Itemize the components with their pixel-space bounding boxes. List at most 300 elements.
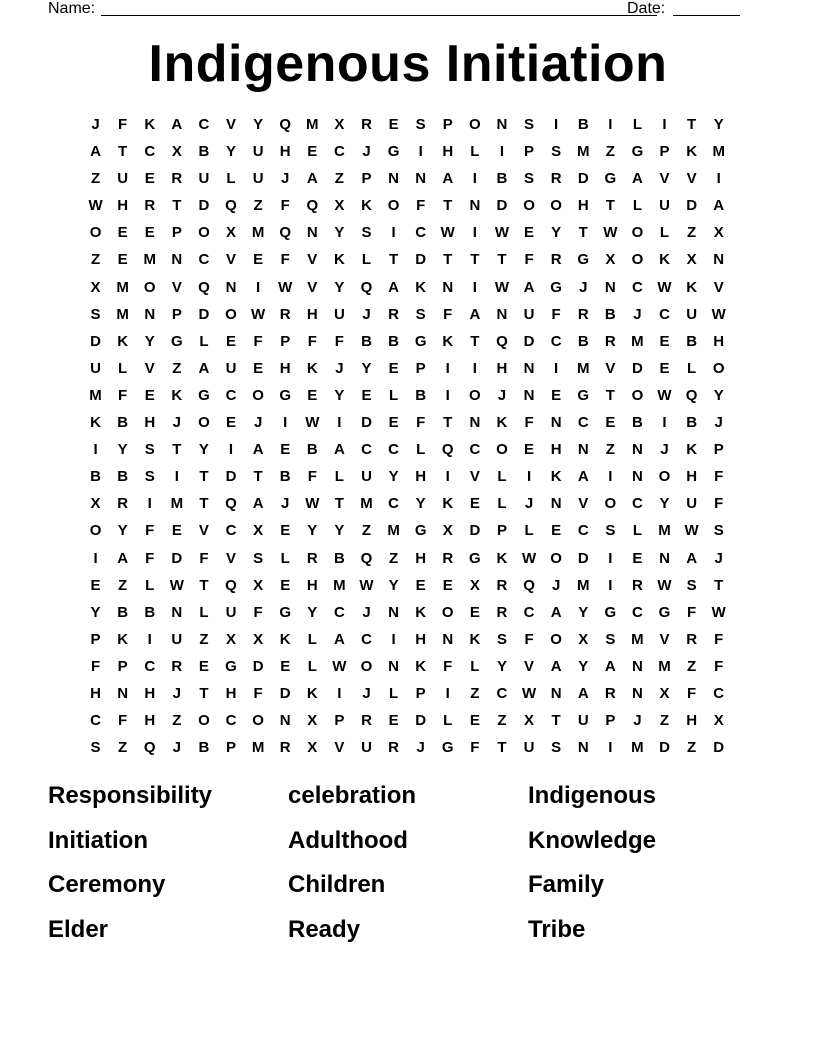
grid-cell[interactable]: S	[90, 739, 101, 757]
grid-cell[interactable]: X	[226, 224, 237, 242]
grid-cell[interactable]: E	[388, 712, 399, 730]
grid-cell[interactable]: R	[361, 712, 372, 730]
grid-cell[interactable]: B	[388, 332, 399, 350]
grid-cell[interactable]: S	[713, 522, 724, 540]
grid-cell[interactable]: Z	[361, 522, 372, 540]
grid-cell[interactable]: E	[144, 170, 155, 188]
grid-cell[interactable]: H	[577, 197, 589, 215]
grid-cell[interactable]: A	[198, 359, 210, 377]
grid-cell[interactable]: H	[442, 143, 454, 161]
grid-cell[interactable]: Y	[713, 386, 724, 404]
grid-cell[interactable]: L	[470, 657, 480, 675]
grid-cell[interactable]: N	[577, 441, 589, 459]
grid-cell[interactable]: N	[659, 549, 670, 567]
grid-cell[interactable]: I	[472, 278, 477, 296]
grid-cell[interactable]: S	[415, 116, 426, 133]
grid-cell[interactable]: O	[523, 197, 535, 215]
grid-cell[interactable]: U	[523, 305, 535, 323]
grid-cell[interactable]: X	[713, 224, 724, 242]
grid-cell[interactable]: I	[608, 576, 613, 594]
grid-cell[interactable]: J	[660, 441, 669, 459]
grid-cell[interactable]: T	[199, 684, 209, 702]
grid-cell[interactable]: U	[117, 170, 129, 188]
grid-cell[interactable]: U	[252, 170, 264, 188]
grid-cell[interactable]: E	[388, 414, 399, 432]
grid-cell[interactable]: O	[198, 414, 210, 432]
grid-cell[interactable]: N	[306, 224, 318, 242]
grid-cell[interactable]: M	[576, 576, 590, 594]
grid-cell[interactable]: I	[147, 495, 152, 513]
grid-cell[interactable]: E	[524, 441, 535, 459]
grid-cell[interactable]: E	[226, 414, 237, 432]
grid-cell[interactable]: C	[496, 684, 508, 702]
grid-cell[interactable]: L	[226, 170, 236, 188]
grid-cell[interactable]: G	[414, 332, 427, 350]
grid-cell[interactable]: Y	[388, 468, 399, 486]
grid-cell[interactable]: A	[632, 170, 643, 188]
grid-cell[interactable]: W	[440, 224, 455, 242]
grid-cell[interactable]: W	[305, 414, 320, 432]
grid-cell[interactable]: D	[90, 332, 101, 350]
grid-cell[interactable]: L	[659, 224, 670, 242]
grid-cell[interactable]: R	[171, 657, 183, 675]
grid-cell[interactable]: R	[686, 630, 698, 648]
grid-cell[interactable]: A	[388, 278, 399, 296]
grid-cell[interactable]: F	[443, 657, 453, 675]
grid-cell[interactable]: Q	[143, 739, 156, 757]
grid-cell[interactable]: M	[576, 359, 590, 377]
grid-cell[interactable]: B	[117, 603, 129, 621]
grid-cell[interactable]: W	[305, 495, 320, 513]
grid-cell[interactable]: D	[361, 414, 372, 432]
grid-cell[interactable]: A	[577, 468, 589, 486]
grid-cell[interactable]: D	[415, 251, 427, 269]
grid-cell[interactable]: X	[578, 630, 589, 648]
grid-cell[interactable]: E	[253, 359, 264, 377]
grid-cell[interactable]: S	[524, 170, 535, 188]
grid-cell[interactable]: J	[91, 116, 100, 133]
grid-cell[interactable]: N	[496, 116, 508, 133]
grid-cell[interactable]: U	[659, 197, 670, 215]
grid-cell[interactable]: O	[252, 712, 264, 730]
grid-cell[interactable]: J	[253, 414, 263, 432]
grid-cell[interactable]: U	[361, 739, 372, 757]
grid-cell[interactable]: S	[144, 441, 155, 459]
grid-cell[interactable]: X	[90, 495, 101, 513]
grid-cell[interactable]: O	[712, 359, 725, 377]
grid-cell[interactable]: M	[251, 224, 265, 242]
grid-cell[interactable]: T	[551, 712, 561, 730]
grid-cell[interactable]: E	[117, 224, 128, 242]
grid-cell[interactable]: K	[117, 332, 129, 350]
grid-cell[interactable]: A	[90, 143, 101, 161]
grid-cell[interactable]: X	[226, 630, 237, 648]
grid-cell[interactable]: A	[550, 603, 562, 621]
grid-cell[interactable]: V	[605, 359, 616, 377]
grid-cell[interactable]: M	[143, 251, 156, 269]
grid-cell[interactable]: H	[713, 332, 725, 350]
grid-cell[interactable]: Q	[496, 332, 508, 350]
grid-cell[interactable]: C	[713, 684, 725, 702]
grid-cell[interactable]: O	[604, 495, 617, 513]
grid-cell[interactable]: D	[686, 197, 698, 215]
date-field-line[interactable]	[673, 15, 740, 16]
grid-cell[interactable]: S	[605, 522, 616, 540]
grid-cell[interactable]: O	[89, 224, 102, 242]
grid-cell[interactable]: N	[632, 684, 643, 702]
grid-cell[interactable]: X	[171, 143, 182, 161]
grid-cell[interactable]: W	[169, 576, 184, 594]
grid-cell[interactable]: E	[144, 386, 155, 404]
grid-cell[interactable]: N	[632, 468, 643, 486]
grid-cell[interactable]: E	[632, 549, 643, 567]
grid-cell[interactable]: U	[198, 170, 210, 188]
grid-cell[interactable]: K	[306, 684, 318, 702]
grid-cell[interactable]: V	[334, 739, 345, 757]
grid-cell[interactable]: F	[145, 549, 155, 567]
grid-cell[interactable]: O	[496, 441, 508, 459]
grid-cell[interactable]: C	[550, 332, 562, 350]
grid-cell[interactable]: L	[145, 576, 155, 594]
grid-cell[interactable]: K	[469, 630, 481, 648]
grid-cell[interactable]: Q	[441, 441, 454, 459]
grid-cell[interactable]: I	[608, 739, 613, 757]
grid-cell[interactable]: Y	[117, 441, 128, 459]
grid-cell[interactable]: Z	[687, 739, 697, 757]
grid-cell[interactable]: W	[657, 386, 672, 404]
grid-cell[interactable]: L	[334, 468, 344, 486]
grid-cell[interactable]: N	[415, 170, 427, 188]
grid-cell[interactable]: G	[225, 657, 237, 675]
grid-cell[interactable]: T	[334, 495, 344, 513]
grid-cell[interactable]: P	[496, 522, 507, 540]
grid-cell[interactable]: J	[362, 143, 371, 161]
grid-cell[interactable]: C	[523, 603, 535, 621]
grid-cell[interactable]: E	[388, 359, 399, 377]
grid-cell[interactable]: N	[225, 278, 237, 296]
grid-cell[interactable]: O	[631, 224, 644, 242]
grid-cell[interactable]: I	[608, 116, 613, 133]
grid-cell[interactable]: Q	[225, 576, 237, 594]
grid-cell[interactable]: E	[307, 386, 318, 404]
grid-cell[interactable]: H	[550, 441, 562, 459]
grid-cell[interactable]: S	[415, 305, 426, 323]
grid-cell[interactable]: R	[550, 251, 562, 269]
grid-cell[interactable]: F	[416, 414, 426, 432]
grid-cell[interactable]: E	[442, 576, 453, 594]
grid-cell[interactable]: N	[632, 657, 643, 675]
grid-cell[interactable]: Z	[497, 712, 507, 730]
grid-cell[interactable]: W	[657, 576, 672, 594]
grid-cell[interactable]: Z	[199, 630, 209, 648]
grid-cell[interactable]: F	[118, 386, 128, 404]
grid-cell[interactable]: X	[442, 522, 453, 540]
grid-cell[interactable]: Y	[496, 657, 507, 675]
grid-cell[interactable]: K	[686, 278, 698, 296]
grid-cell[interactable]: C	[333, 143, 345, 161]
grid-cell[interactable]: R	[496, 603, 508, 621]
grid-cell[interactable]: F	[90, 657, 101, 675]
grid-cell[interactable]: D	[415, 712, 427, 730]
grid-cell[interactable]: L	[388, 684, 399, 702]
grid-cell[interactable]: A	[442, 170, 454, 188]
grid-cell[interactable]: W	[521, 684, 537, 702]
grid-cell[interactable]: F	[714, 468, 724, 486]
grid-cell[interactable]: P	[415, 359, 426, 377]
grid-cell[interactable]: L	[497, 468, 507, 486]
grid-cell[interactable]: H	[415, 549, 427, 567]
grid-cell[interactable]: T	[199, 495, 209, 513]
grid-cell[interactable]: J	[335, 359, 344, 377]
grid-cell[interactable]: T	[199, 576, 209, 594]
grid-cell[interactable]: E	[307, 143, 318, 161]
grid-cell[interactable]: E	[253, 251, 264, 269]
grid-cell[interactable]: K	[686, 143, 698, 161]
grid-cell[interactable]: Q	[306, 197, 319, 215]
grid-cell[interactable]: N	[442, 630, 454, 648]
grid-cell[interactable]: F	[416, 197, 426, 215]
grid-cell[interactable]: E	[469, 495, 480, 513]
grid-cell[interactable]: X	[253, 576, 264, 594]
grid-cell[interactable]: X	[469, 576, 480, 594]
grid-cell[interactable]: S	[361, 224, 372, 242]
grid-cell[interactable]: O	[198, 224, 210, 242]
grid-cell[interactable]: D	[632, 359, 643, 377]
grid-cell[interactable]: B	[306, 441, 318, 459]
grid-cell[interactable]: T	[497, 251, 507, 269]
grid-cell[interactable]: G	[604, 603, 617, 621]
grid-cell[interactable]: B	[333, 549, 345, 567]
grid-cell[interactable]: I	[391, 224, 396, 242]
grid-cell[interactable]: T	[443, 414, 453, 432]
grid-cell[interactable]: L	[443, 712, 453, 730]
grid-cell[interactable]: N	[550, 414, 562, 432]
grid-cell[interactable]: C	[225, 712, 237, 730]
grid-cell[interactable]: H	[306, 305, 318, 323]
grid-cell[interactable]: V	[686, 170, 697, 188]
grid-cell[interactable]: B	[198, 739, 210, 757]
grid-cell[interactable]: K	[333, 251, 345, 269]
grid-cell[interactable]: E	[659, 359, 670, 377]
grid-cell[interactable]: H	[90, 684, 101, 702]
grid-cell[interactable]: E	[551, 522, 562, 540]
grid-cell[interactable]: B	[577, 116, 589, 133]
grid-cell[interactable]: Z	[605, 143, 615, 161]
grid-cell[interactable]: Z	[334, 170, 344, 188]
grid-cell[interactable]: Q	[225, 197, 237, 215]
grid-cell[interactable]: N	[279, 712, 291, 730]
grid-cell[interactable]: R	[361, 116, 372, 133]
grid-cell[interactable]: I	[662, 414, 667, 432]
grid-cell[interactable]: N	[577, 739, 589, 757]
grid-cell[interactable]: L	[388, 386, 399, 404]
grid-cell[interactable]: R	[388, 739, 399, 757]
grid-cell[interactable]: A	[252, 441, 264, 459]
grid-cell[interactable]: P	[334, 712, 345, 730]
grid-cell[interactable]: W	[494, 278, 510, 296]
grid-cell[interactable]: B	[198, 143, 210, 161]
grid-cell[interactable]: P	[280, 332, 291, 350]
grid-cell[interactable]: Y	[117, 522, 128, 540]
grid-cell[interactable]: W	[657, 278, 672, 296]
grid-cell[interactable]: M	[170, 495, 184, 513]
grid-cell[interactable]: N	[171, 603, 183, 621]
grid-cell[interactable]: X	[713, 712, 724, 730]
grid-cell[interactable]: F	[253, 684, 263, 702]
grid-cell[interactable]: R	[279, 739, 291, 757]
grid-cell[interactable]: K	[90, 414, 101, 432]
grid-cell[interactable]: E	[144, 224, 155, 242]
grid-cell[interactable]: G	[279, 603, 292, 621]
grid-cell[interactable]: S	[686, 576, 697, 594]
grid-cell[interactable]: O	[225, 305, 237, 323]
grid-cell[interactable]: H	[415, 468, 427, 486]
grid-cell[interactable]: X	[307, 712, 318, 730]
grid-cell[interactable]: G	[469, 549, 481, 567]
grid-cell[interactable]: M	[116, 305, 129, 323]
grid-cell[interactable]: X	[334, 197, 345, 215]
grid-cell[interactable]: Z	[90, 251, 101, 269]
grid-cell[interactable]: J	[633, 305, 642, 323]
grid-cell[interactable]: W	[521, 549, 537, 567]
grid-cell[interactable]: C	[198, 251, 210, 269]
grid-cell[interactable]: H	[686, 468, 698, 486]
grid-cell[interactable]: Z	[605, 441, 615, 459]
grid-cell[interactable]: G	[631, 143, 644, 161]
grid-cell[interactable]: I	[445, 684, 450, 702]
grid-cell[interactable]: C	[333, 603, 345, 621]
grid-cell[interactable]: E	[469, 603, 480, 621]
grid-cell[interactable]: F	[443, 305, 453, 323]
grid-cell[interactable]: U	[577, 712, 589, 730]
grid-cell[interactable]: Z	[659, 712, 670, 730]
grid-cell[interactable]: K	[171, 386, 183, 404]
grid-cell[interactable]: F	[334, 332, 344, 350]
grid-cell[interactable]: U	[171, 630, 183, 648]
grid-cell[interactable]: W	[684, 522, 699, 540]
grid-cell[interactable]: J	[172, 739, 181, 757]
grid-cell[interactable]: C	[632, 495, 643, 513]
grid-cell[interactable]: I	[337, 684, 342, 702]
grid-cell[interactable]: L	[307, 657, 317, 675]
grid-cell[interactable]: T	[253, 468, 263, 486]
grid-cell[interactable]: X	[659, 684, 670, 702]
grid-cell[interactable]: Y	[253, 116, 264, 133]
grid-cell[interactable]: G	[604, 170, 617, 188]
grid-cell[interactable]: P	[713, 441, 724, 459]
grid-cell[interactable]: O	[469, 386, 481, 404]
grid-cell[interactable]: P	[605, 712, 616, 730]
grid-cell[interactable]: T	[172, 441, 182, 459]
grid-cell[interactable]: H	[144, 712, 156, 730]
grid-cell[interactable]: V	[659, 170, 670, 188]
grid-cell[interactable]: M	[306, 116, 319, 133]
grid-cell[interactable]: I	[445, 386, 450, 404]
grid-cell[interactable]: W	[88, 197, 103, 215]
grid-cell[interactable]: E	[280, 576, 291, 594]
grid-cell[interactable]: V	[524, 657, 535, 675]
grid-cell[interactable]: Y	[307, 603, 318, 621]
grid-cell[interactable]: D	[523, 332, 535, 350]
grid-cell[interactable]: Q	[198, 278, 210, 296]
grid-cell[interactable]: S	[253, 549, 264, 567]
grid-cell[interactable]: Q	[225, 495, 237, 513]
grid-cell[interactable]: M	[631, 739, 644, 757]
grid-cell[interactable]: A	[713, 197, 725, 215]
grid-cell[interactable]: I	[716, 170, 721, 188]
grid-cell[interactable]: N	[469, 197, 481, 215]
grid-cell[interactable]: L	[199, 603, 209, 621]
grid-cell[interactable]: O	[387, 197, 400, 215]
grid-cell[interactable]: J	[362, 684, 371, 702]
grid-cell[interactable]: H	[496, 359, 508, 377]
grid-cell[interactable]: K	[496, 549, 508, 567]
grid-cell[interactable]: C	[388, 441, 399, 459]
grid-cell[interactable]: S	[496, 630, 507, 648]
grid-cell[interactable]: F	[280, 251, 290, 269]
grid-cell[interactable]: Z	[388, 549, 399, 567]
grid-cell[interactable]: V	[226, 549, 237, 567]
grid-cell[interactable]: A	[333, 630, 345, 648]
grid-cell[interactable]: C	[577, 522, 589, 540]
grid-cell[interactable]: C	[632, 278, 643, 296]
grid-cell[interactable]: Y	[334, 386, 345, 404]
grid-cell[interactable]: L	[632, 522, 642, 540]
grid-cell[interactable]: A	[550, 657, 562, 675]
grid-cell[interactable]: F	[687, 684, 697, 702]
grid-cell[interactable]: K	[279, 630, 291, 648]
grid-cell[interactable]: D	[198, 197, 210, 215]
grid-cell[interactable]: B	[144, 603, 156, 621]
grid-cell[interactable]: I	[283, 414, 288, 432]
grid-cell[interactable]: Z	[172, 359, 182, 377]
grid-cell[interactable]: C	[198, 116, 210, 133]
grid-cell[interactable]: H	[686, 712, 698, 730]
grid-cell[interactable]: R	[306, 549, 318, 567]
grid-cell[interactable]: O	[441, 603, 454, 621]
grid-cell[interactable]: U	[523, 739, 535, 757]
grid-cell[interactable]: S	[551, 739, 562, 757]
grid-cell[interactable]: A	[523, 278, 535, 296]
grid-cell[interactable]: H	[306, 576, 318, 594]
grid-cell[interactable]: N	[469, 414, 481, 432]
grid-cell[interactable]: T	[605, 386, 615, 404]
grid-cell[interactable]: I	[554, 116, 559, 133]
grid-cell[interactable]: A	[686, 549, 698, 567]
grid-cell[interactable]: H	[144, 684, 156, 702]
grid-cell[interactable]: N	[388, 657, 399, 675]
grid-cell[interactable]: G	[577, 251, 590, 269]
grid-cell[interactable]: E	[551, 386, 562, 404]
grid-cell[interactable]: O	[550, 630, 562, 648]
grid-cell[interactable]: I	[418, 143, 423, 161]
grid-cell[interactable]: F	[524, 414, 534, 432]
grid-cell[interactable]: R	[171, 170, 183, 188]
grid-cell[interactable]: T	[443, 197, 453, 215]
grid-cell[interactable]: V	[198, 522, 209, 540]
grid-cell[interactable]: K	[415, 278, 427, 296]
grid-cell[interactable]: Y	[307, 522, 318, 540]
grid-cell[interactable]: Z	[687, 224, 697, 242]
grid-cell[interactable]: T	[199, 468, 209, 486]
grid-cell[interactable]: V	[171, 278, 182, 296]
grid-cell[interactable]: U	[90, 359, 101, 377]
grid-cell[interactable]: Q	[685, 386, 698, 404]
grid-cell[interactable]: E	[280, 441, 291, 459]
grid-cell[interactable]: R	[550, 170, 562, 188]
grid-cell[interactable]: Y	[578, 603, 589, 621]
grid-cell[interactable]: M	[333, 576, 346, 594]
